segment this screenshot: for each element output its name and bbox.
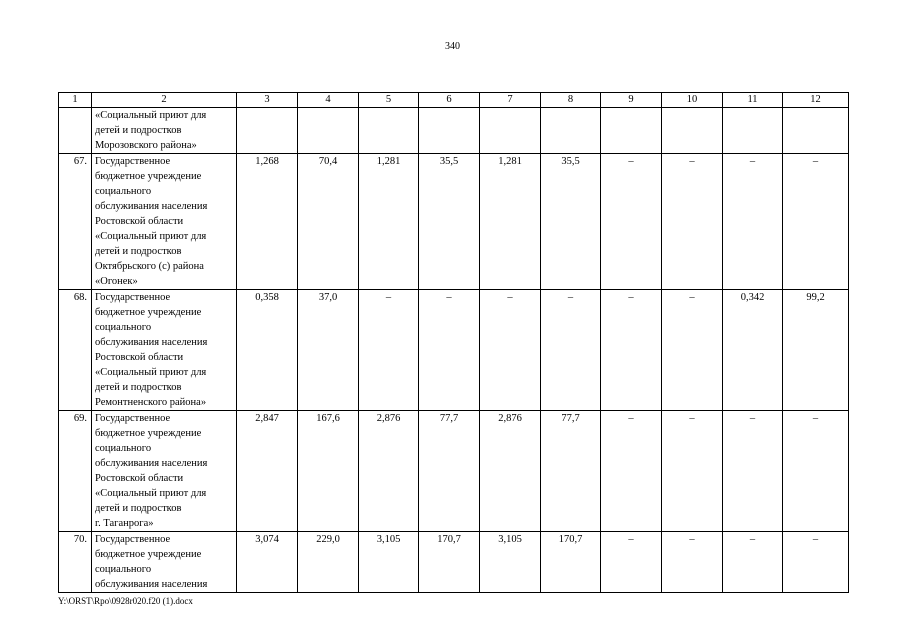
data-table	[58, 92, 849, 593]
value-cell: 35,5	[419, 154, 480, 290]
column-header: 3	[237, 93, 298, 108]
institution-name-line: бюджетное учреждение	[95, 171, 202, 182]
institution-name-line: Ростовской области	[95, 473, 184, 484]
value-cell	[359, 108, 419, 154]
table-body	[59, 93, 849, 593]
value-cell	[601, 108, 662, 154]
value-cell: –	[723, 411, 783, 532]
value-cell: –	[662, 290, 723, 411]
value-cell	[723, 108, 783, 154]
institution-name-line: г. Таганрога»	[95, 518, 154, 529]
institution-name	[92, 411, 237, 532]
value-cell: 1,281	[480, 154, 541, 290]
value-cell: –	[783, 154, 849, 290]
institution-name	[92, 290, 237, 411]
row-number	[59, 108, 92, 154]
value-cell	[480, 108, 541, 154]
value-cell: 0,342	[723, 290, 783, 411]
value-cell: –	[662, 532, 723, 593]
institution-name-line: Ремонтненского района»	[95, 397, 207, 408]
value-cell: –	[601, 532, 662, 593]
value-cell: 35,5	[541, 154, 601, 290]
value-cell	[237, 108, 298, 154]
value-cell: 77,7	[419, 411, 480, 532]
column-header: 5	[359, 93, 419, 108]
value-cell: 0,358	[237, 290, 298, 411]
value-cell	[662, 108, 723, 154]
value-cell: –	[662, 154, 723, 290]
value-cell	[541, 108, 601, 154]
institution-name-line: социального	[95, 186, 152, 197]
column-header: 1	[59, 93, 92, 108]
value-cell	[783, 108, 849, 154]
institution-name-line: социального	[95, 322, 152, 333]
institution-name-line: обслуживания населения	[95, 201, 208, 212]
institution-name-line: обслуживания населения	[95, 337, 208, 348]
table-row	[59, 154, 849, 290]
column-header: 7	[480, 93, 541, 108]
institution-name-line: социального	[95, 443, 152, 454]
value-cell: 3,105	[480, 532, 541, 593]
value-cell: –	[601, 154, 662, 290]
value-cell: –	[723, 154, 783, 290]
value-cell: –	[783, 532, 849, 593]
value-cell: 170,7	[541, 532, 601, 593]
value-cell: 2,876	[480, 411, 541, 532]
footer-file-path: Y:\ORST\Rpo\0928r020.f20 (1).docx	[58, 596, 193, 606]
value-cell: 99,2	[783, 290, 849, 411]
value-cell: 170,7	[419, 532, 480, 593]
value-cell: –	[601, 290, 662, 411]
table-row	[59, 290, 849, 411]
institution-name-line: детей и подростков	[95, 503, 182, 514]
page-number: 340	[445, 41, 460, 52]
institution-name-line: Морозовского района»	[95, 140, 197, 151]
institution-name	[92, 532, 237, 593]
value-cell: 3,105	[359, 532, 419, 593]
value-cell: 1,268	[237, 154, 298, 290]
column-header: 4	[298, 93, 359, 108]
institution-name-line: «Социальный приют для	[95, 488, 207, 499]
value-cell: 37,0	[298, 290, 359, 411]
institution-name-line: бюджетное учреждение	[95, 549, 202, 560]
value-cell: –	[419, 290, 480, 411]
value-cell: 77,7	[541, 411, 601, 532]
column-header: 12	[783, 93, 849, 108]
value-cell: –	[601, 411, 662, 532]
column-header: 8	[541, 93, 601, 108]
value-cell	[298, 108, 359, 154]
value-cell: –	[541, 290, 601, 411]
column-header: 2	[92, 93, 237, 108]
institution-name	[92, 108, 237, 154]
institution-name-line: Ростовской области	[95, 352, 184, 363]
institution-name-line: «Социальный приют для	[95, 110, 207, 121]
value-cell: –	[783, 411, 849, 532]
institution-name-line: «Социальный приют для	[95, 367, 207, 378]
institution-name-line: Государственное	[95, 156, 171, 167]
column-header: 11	[723, 93, 783, 108]
row-number: 68.	[59, 290, 92, 411]
row-number: 69.	[59, 411, 92, 532]
institution-name-line: Октябрьского (с) района	[95, 261, 204, 272]
column-header: 10	[662, 93, 723, 108]
table-row	[59, 532, 849, 593]
institution-name-line: детей и подростков	[95, 246, 182, 257]
value-cell: 70,4	[298, 154, 359, 290]
value-cell: 2,847	[237, 411, 298, 532]
institution-name-line: «Социальный приют для	[95, 231, 207, 242]
value-cell: 167,6	[298, 411, 359, 532]
institution-name-line: Государственное	[95, 534, 171, 545]
column-header: 9	[601, 93, 662, 108]
institution-name-line: бюджетное учреждение	[95, 428, 202, 439]
institution-name-line: бюджетное учреждение	[95, 307, 202, 318]
institution-name-line: социального	[95, 564, 152, 575]
institution-name-line: Ростовской области	[95, 216, 184, 227]
institution-name-line: детей и подростков	[95, 382, 182, 393]
value-cell: 2,876	[359, 411, 419, 532]
row-number: 70.	[59, 532, 92, 593]
table-header-row	[59, 93, 849, 108]
value-cell: –	[723, 532, 783, 593]
institution-name-line: «Огонек»	[95, 276, 138, 287]
value-cell: 1,281	[359, 154, 419, 290]
table-row	[59, 108, 849, 154]
value-cell: –	[480, 290, 541, 411]
institution-name-line: Государственное	[95, 292, 171, 303]
value-cell	[419, 108, 480, 154]
value-cell: –	[359, 290, 419, 411]
value-cell: 229,0	[298, 532, 359, 593]
institution-name-line: детей и подростков	[95, 125, 182, 136]
table-row	[59, 411, 849, 532]
row-number: 67.	[59, 154, 92, 290]
value-cell: 3,074	[237, 532, 298, 593]
value-cell: –	[662, 411, 723, 532]
institution-name-line: Государственное	[95, 413, 171, 424]
institution-name-line: обслуживания населения	[95, 579, 208, 590]
institution-name	[92, 154, 237, 290]
column-header: 6	[419, 93, 480, 108]
institution-name-line: обслуживания населения	[95, 458, 208, 469]
